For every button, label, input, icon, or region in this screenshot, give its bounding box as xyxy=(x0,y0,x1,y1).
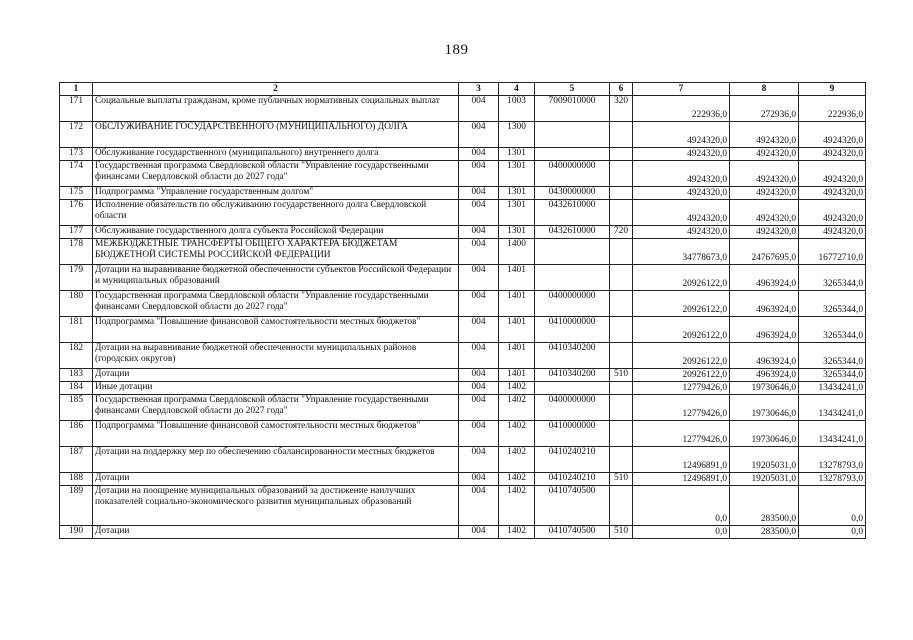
amount-cell: 283500,0 xyxy=(730,486,799,526)
row-name-cell: Исполнение обязательств по обслуживанию государственного долга Свердловской области xyxy=(93,200,459,226)
section-code-cell: 1402 xyxy=(499,447,535,473)
row-number-cell: 173 xyxy=(60,148,93,161)
column-header: 8 xyxy=(730,83,799,96)
column-header: 4 xyxy=(499,83,535,96)
column-header: 7 xyxy=(633,83,730,96)
amount-cell: 3265344,0 xyxy=(799,291,866,317)
amount-cell: 4924320,0 xyxy=(730,148,799,161)
amount-cell: 20926122,0 xyxy=(633,369,730,382)
ministry-code-cell: 004 xyxy=(459,382,499,395)
section-code-cell: 1402 xyxy=(499,382,535,395)
amount-cell: 4924320,0 xyxy=(633,200,730,226)
expense-type-cell: 510 xyxy=(610,526,633,539)
expense-type-cell xyxy=(610,382,633,395)
table-row xyxy=(60,239,866,265)
amount-cell: 4924320,0 xyxy=(633,226,730,239)
ministry-code-cell: 004 xyxy=(459,317,499,343)
row-number-cell: 182 xyxy=(60,343,93,369)
amount-cell: 4924320,0 xyxy=(633,161,730,187)
table-row xyxy=(60,148,866,161)
amount-cell: 4924320,0 xyxy=(730,200,799,226)
table-row xyxy=(60,291,866,317)
target-article-cell: 7009010000 xyxy=(535,96,610,122)
table-row xyxy=(60,122,866,148)
amount-cell: 13434241,0 xyxy=(799,421,866,447)
target-article-cell xyxy=(535,148,610,161)
expense-type-cell xyxy=(610,421,633,447)
amount-cell: 3265344,0 xyxy=(799,369,866,382)
column-header: 3 xyxy=(459,83,499,96)
row-name-cell: Дотации на поддержку мер по обеспечению сбалансированности местных бюджетов xyxy=(93,447,459,473)
row-name-cell: Социальные выплаты гражданам, кроме публичных нормативных социальных выплат xyxy=(93,96,459,122)
expense-type-cell: 510 xyxy=(610,473,633,486)
target-article-cell: 0410000000 xyxy=(535,421,610,447)
row-number-cell: 178 xyxy=(60,239,93,265)
row-name-cell: Подпрограмма "Повышение финансовой самостоятельности местных бюджетов" xyxy=(93,317,459,343)
expense-type-cell xyxy=(610,486,633,526)
amount-cell: 13434241,0 xyxy=(799,382,866,395)
column-header: 1 xyxy=(60,83,93,96)
amount-cell: 19730646,0 xyxy=(730,421,799,447)
row-name-cell: Подпрограмма "Управление государственным долгом" xyxy=(93,187,459,200)
table-row xyxy=(60,447,866,473)
amount-cell: 283500,0 xyxy=(730,526,799,539)
row-number-cell: 185 xyxy=(60,395,93,421)
expense-type-cell xyxy=(610,447,633,473)
section-code-cell: 1402 xyxy=(499,395,535,421)
section-code-cell: 1301 xyxy=(499,161,535,187)
ministry-code-cell: 004 xyxy=(459,187,499,200)
target-article-cell xyxy=(535,122,610,148)
target-article-cell: 0400000000 xyxy=(535,395,610,421)
target-article-cell: 0410740500 xyxy=(535,526,610,539)
expense-type-cell xyxy=(610,291,633,317)
amount-cell: 13434241,0 xyxy=(799,395,866,421)
expense-type-cell xyxy=(610,187,633,200)
section-code-cell: 1301 xyxy=(499,148,535,161)
amount-cell: 12779426,0 xyxy=(633,382,730,395)
amount-cell: 19205031,0 xyxy=(730,473,799,486)
row-number-cell: 184 xyxy=(60,382,93,395)
expense-type-cell xyxy=(610,343,633,369)
column-header: 6 xyxy=(610,83,633,96)
budget-table xyxy=(59,82,866,539)
ministry-code-cell: 004 xyxy=(459,369,499,382)
expense-type-cell xyxy=(610,200,633,226)
ministry-code-cell: 004 xyxy=(459,447,499,473)
table-row xyxy=(60,200,866,226)
column-header: 2 xyxy=(93,83,459,96)
amount-cell: 0,0 xyxy=(799,486,866,526)
amount-cell: 4924320,0 xyxy=(799,226,866,239)
target-article-cell: 0410240210 xyxy=(535,447,610,473)
amount-cell: 4924320,0 xyxy=(633,148,730,161)
row-name-cell: Обслуживание государственного (муниципального) внутреннего долга xyxy=(93,148,459,161)
expense-type-cell: 510 xyxy=(610,369,633,382)
row-number-cell: 183 xyxy=(60,369,93,382)
target-article-cell: 0410340200 xyxy=(535,343,610,369)
amount-cell: 3265344,0 xyxy=(799,343,866,369)
row-name-cell: Государственная программа Свердловской области "Управление государственными финансами Свердловской области до 2027 года" xyxy=(93,291,459,317)
ministry-code-cell: 004 xyxy=(459,395,499,421)
amount-cell: 19730646,0 xyxy=(730,382,799,395)
amount-cell: 13278793,0 xyxy=(799,447,866,473)
row-number-cell: 187 xyxy=(60,447,93,473)
table-row xyxy=(60,395,866,421)
amount-cell: 34778673,0 xyxy=(633,239,730,265)
amount-cell: 4963924,0 xyxy=(730,317,799,343)
amount-cell: 19205031,0 xyxy=(730,447,799,473)
amount-cell: 4963924,0 xyxy=(730,265,799,291)
target-article-cell: 0410000000 xyxy=(535,317,610,343)
amount-cell: 12496891,0 xyxy=(633,473,730,486)
section-code-cell: 1401 xyxy=(499,317,535,343)
amount-cell: 222936,0 xyxy=(633,96,730,122)
column-header: 9 xyxy=(799,83,866,96)
row-number-cell: 188 xyxy=(60,473,93,486)
amount-cell: 19730646,0 xyxy=(730,395,799,421)
row-number-cell: 189 xyxy=(60,486,93,526)
target-article-cell: 0410740500 xyxy=(535,486,610,526)
table-row xyxy=(60,382,866,395)
section-code-cell: 1400 xyxy=(499,239,535,265)
row-name-cell: ОБСЛУЖИВАНИЕ ГОСУДАРСТВЕННОГО (МУНИЦИПАЛЬНОГО) ДОЛГА xyxy=(93,122,459,148)
ministry-code-cell: 004 xyxy=(459,148,499,161)
amount-cell: 0,0 xyxy=(633,526,730,539)
amount-cell: 4924320,0 xyxy=(730,226,799,239)
row-number-cell: 172 xyxy=(60,122,93,148)
row-name-cell: МЕЖБЮДЖЕТНЫЕ ТРАНСФЕРТЫ ОБЩЕГО ХАРАКТЕРА БЮДЖЕТАМ БЮДЖЕТНОЙ СИСТЕМЫ РОССИЙСКОЙ ФЕДЕРАЦИИ xyxy=(93,239,459,265)
ministry-code-cell: 004 xyxy=(459,122,499,148)
table-header-row xyxy=(60,83,866,96)
expense-type-cell xyxy=(610,161,633,187)
section-code-cell: 1401 xyxy=(499,265,535,291)
amount-cell: 20926122,0 xyxy=(633,343,730,369)
row-name-cell: Иные дотации xyxy=(93,382,459,395)
section-code-cell: 1402 xyxy=(499,486,535,526)
section-code-cell: 1402 xyxy=(499,473,535,486)
section-code-cell: 1301 xyxy=(499,226,535,239)
row-number-cell: 175 xyxy=(60,187,93,200)
section-code-cell: 1401 xyxy=(499,369,535,382)
amount-cell: 13278793,0 xyxy=(799,473,866,486)
amount-cell: 4924320,0 xyxy=(633,187,730,200)
amount-cell: 3265344,0 xyxy=(799,265,866,291)
section-code-cell: 1402 xyxy=(499,526,535,539)
row-number-cell: 171 xyxy=(60,96,93,122)
row-number-cell: 179 xyxy=(60,265,93,291)
target-article-cell xyxy=(535,265,610,291)
section-code-cell: 1401 xyxy=(499,343,535,369)
target-article-cell: 0400000000 xyxy=(535,161,610,187)
amount-cell: 3265344,0 xyxy=(799,317,866,343)
expense-type-cell xyxy=(610,239,633,265)
amount-cell: 4963924,0 xyxy=(730,343,799,369)
amount-cell: 20926122,0 xyxy=(633,291,730,317)
row-number-cell: 181 xyxy=(60,317,93,343)
section-code-cell: 1301 xyxy=(499,187,535,200)
row-name-cell: Дотации на выравнивание бюджетной обеспеченности муниципальных районов (городских округов) xyxy=(93,343,459,369)
ministry-code-cell: 004 xyxy=(459,200,499,226)
ministry-code-cell: 004 xyxy=(459,343,499,369)
amount-cell: 4924320,0 xyxy=(799,200,866,226)
section-code-cell: 1003 xyxy=(499,96,535,122)
ministry-code-cell: 004 xyxy=(459,96,499,122)
expense-type-cell xyxy=(610,395,633,421)
amount-cell: 0,0 xyxy=(799,526,866,539)
row-name-cell: Дотации xyxy=(93,369,459,382)
table-row xyxy=(60,317,866,343)
table-row xyxy=(60,265,866,291)
table-row xyxy=(60,187,866,200)
expense-type-cell xyxy=(610,122,633,148)
table-row xyxy=(60,369,866,382)
amount-cell: 4924320,0 xyxy=(799,122,866,148)
amount-cell: 4924320,0 xyxy=(730,161,799,187)
amount-cell: 4963924,0 xyxy=(730,369,799,382)
row-number-cell: 174 xyxy=(60,161,93,187)
amount-cell: 4924320,0 xyxy=(633,122,730,148)
section-code-cell: 1301 xyxy=(499,200,535,226)
row-number-cell: 177 xyxy=(60,226,93,239)
expense-type-cell: 720 xyxy=(610,226,633,239)
amount-cell: 4924320,0 xyxy=(799,187,866,200)
target-article-cell: 0430000000 xyxy=(535,187,610,200)
ministry-code-cell: 004 xyxy=(459,526,499,539)
column-header: 5 xyxy=(535,83,610,96)
target-article-cell xyxy=(535,239,610,265)
table-row xyxy=(60,343,866,369)
table-row xyxy=(60,226,866,239)
row-name-cell: Государственная программа Свердловской области "Управление государственными финансами Свердловской области до 2027 года" xyxy=(93,161,459,187)
row-name-cell: Дотации на выравнивание бюджетной обеспеченности субъектов Российской Федерации и муниципальных образований xyxy=(93,265,459,291)
page-number: 189 xyxy=(444,42,469,58)
amount-cell: 12496891,0 xyxy=(633,447,730,473)
target-article-cell: 0410340200 xyxy=(535,369,610,382)
amount-cell: 16772710,0 xyxy=(799,239,866,265)
target-article-cell: 0432610000 xyxy=(535,226,610,239)
table-row xyxy=(60,421,866,447)
target-article-cell: 0432610000 xyxy=(535,200,610,226)
ministry-code-cell: 004 xyxy=(459,486,499,526)
expense-type-cell: 320 xyxy=(610,96,633,122)
table-row xyxy=(60,473,866,486)
ministry-code-cell: 004 xyxy=(459,226,499,239)
table-row xyxy=(60,486,866,526)
amount-cell: 4924320,0 xyxy=(799,161,866,187)
ministry-code-cell: 004 xyxy=(459,239,499,265)
amount-cell: 4963924,0 xyxy=(730,291,799,317)
row-name-cell: Дотации на поощрение муниципальных образований за достижение наилучших показателей социально-экономического развития муниципальных образований xyxy=(93,486,459,526)
table-row xyxy=(60,96,866,122)
amount-cell: 4924320,0 xyxy=(730,122,799,148)
section-code-cell: 1402 xyxy=(499,421,535,447)
amount-cell: 24767695,0 xyxy=(730,239,799,265)
row-name-cell: Подпрограмма "Повышение финансовой самостоятельности местных бюджетов" xyxy=(93,421,459,447)
amount-cell: 12779426,0 xyxy=(633,395,730,421)
expense-type-cell xyxy=(610,148,633,161)
section-code-cell: 1401 xyxy=(499,291,535,317)
target-article-cell: 0410240210 xyxy=(535,473,610,486)
amount-cell: 4924320,0 xyxy=(799,148,866,161)
amount-cell: 20926122,0 xyxy=(633,265,730,291)
expense-type-cell xyxy=(610,265,633,291)
amount-cell: 222936,0 xyxy=(799,96,866,122)
expense-type-cell xyxy=(610,317,633,343)
ministry-code-cell: 004 xyxy=(459,473,499,486)
row-number-cell: 176 xyxy=(60,200,93,226)
ministry-code-cell: 004 xyxy=(459,265,499,291)
row-number-cell: 190 xyxy=(60,526,93,539)
row-name-cell: Обслуживание государственного долга субъекта Российской Федерации xyxy=(93,226,459,239)
amount-cell: 4924320,0 xyxy=(730,187,799,200)
table-row xyxy=(60,526,866,539)
table-row xyxy=(60,161,866,187)
row-name-cell: Дотации xyxy=(93,473,459,486)
ministry-code-cell: 004 xyxy=(459,421,499,447)
target-article-cell: 0400000000 xyxy=(535,291,610,317)
amount-cell: 20926122,0 xyxy=(633,317,730,343)
ministry-code-cell: 004 xyxy=(459,161,499,187)
row-name-cell: Дотации xyxy=(93,526,459,539)
amount-cell: 272936,0 xyxy=(730,96,799,122)
row-number-cell: 180 xyxy=(60,291,93,317)
row-name-cell: Государственная программа Свердловской области "Управление государственными финансами Свердловской области до 2027 года" xyxy=(93,395,459,421)
amount-cell: 0,0 xyxy=(633,486,730,526)
row-number-cell: 186 xyxy=(60,421,93,447)
target-article-cell xyxy=(535,382,610,395)
ministry-code-cell: 004 xyxy=(459,291,499,317)
amount-cell: 12779426,0 xyxy=(633,421,730,447)
section-code-cell: 1300 xyxy=(499,122,535,148)
